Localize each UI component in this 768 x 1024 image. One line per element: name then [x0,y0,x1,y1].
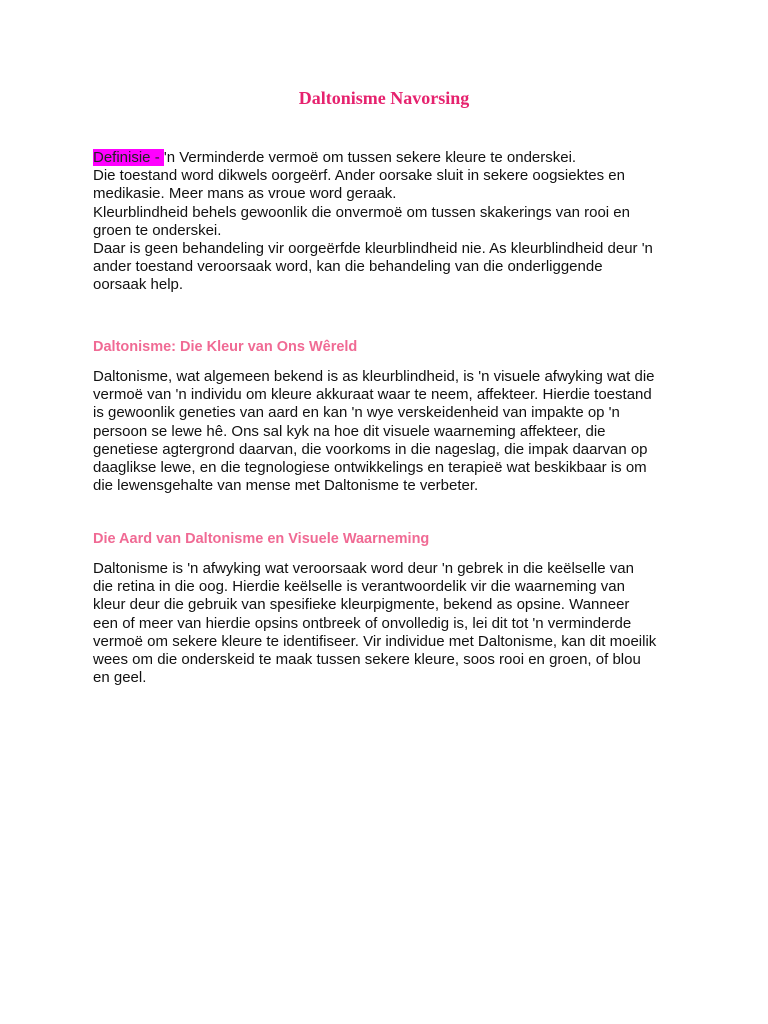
paragraph-line: Daltonisme, wat algemeen bekend is as kleurblindheid, is 'n visuele afwyking wat die [93,368,655,385]
intro-line: oorsaak help. [93,276,184,294]
paragraph-line: die lewensgehalte van mense met Daltonisme te verbeter. [93,477,479,495]
paragraph-line: Daltonisme is 'n afwyking wat veroorsaak word deur 'n gebrek in die keëlselle van [93,560,634,577]
definition-text: 'n Verminderde vermoë om tussen sekere kleure te onderskei. [163,149,577,166]
intro-line: Kleurblindheid behels gewoonlik die onvermoë om tussen skakerings van rooi en [93,203,630,221]
paragraph-line: die retina in die oog. Hierdie keëlselle is verantwoordelik vir die waarneming van [93,578,625,596]
section-paragraph [93,560,693,687]
paragraph-line: en geel. [93,669,147,687]
paragraph-line: genetiese agtergrond daarvan, die voorkoms in die nageslag, die impak daarvan op [93,440,648,458]
section-heading: Daltonisme: Die Kleur van Ons Wêreld [93,339,358,355]
paragraph-line: vermoë om sekere kleure te identifiseer. Vir individue met Daltonisme, kan dit moeilik [93,632,657,650]
intro-line: groen te onderskei. [93,221,222,239]
paragraph-line: daaglikse lewe, en die tegnologiese ontwikkelings en terapieë wat beskikbaar is om [93,459,647,477]
paragraph-line: vermoë van 'n individu om kleure akkuraat waar te neem, affekteer. Hierdie toestand [93,386,652,404]
intro-first-line [93,149,683,167]
paragraph-line: is gewoonlik geneties van aard en kan 'n wye verskeidenheid van impakte op 'n [93,404,620,422]
section-paragraph [93,368,693,495]
document-title: Daltonisme Navorsing [298,88,470,108]
paragraph-line: persoon se lewe hê. Ons sal kyk na hoe dit visuele waarneming affekteer, die [93,422,606,440]
definition-label: Definisie - [93,149,164,166]
section-heading: Die Aard van Daltonisme en Visuele Waarneming [93,531,430,547]
intro-line: medikasie. Meer mans as vroue word geraak. [93,185,397,203]
paragraph-line: kleur deur die gebruik van spesifieke kleurpigmente, bekend as opsine. Wanneer [93,596,630,614]
intro-line: ander toestand veroorsaak word, kan die behandeling van die onderliggende [93,258,603,276]
intro-paragraph [93,149,683,295]
intro-line: Daar is geen behandeling vir oorgeërfde kleurblindheid nie. As kleurblindheid deur 'n [93,240,653,258]
paragraph-line: wees om die onderskeid te maak tussen sekere kleure, soos rooi en groen, of blou [93,651,641,669]
paragraph-line: een of meer van hierdie opsins ontbreek of onvolledig is, lei dit tot 'n verminderde [93,614,632,632]
intro-line: Die toestand word dikwels oorgeërf. Ander oorsake sluit in sekere oogsiektes en [93,167,625,185]
